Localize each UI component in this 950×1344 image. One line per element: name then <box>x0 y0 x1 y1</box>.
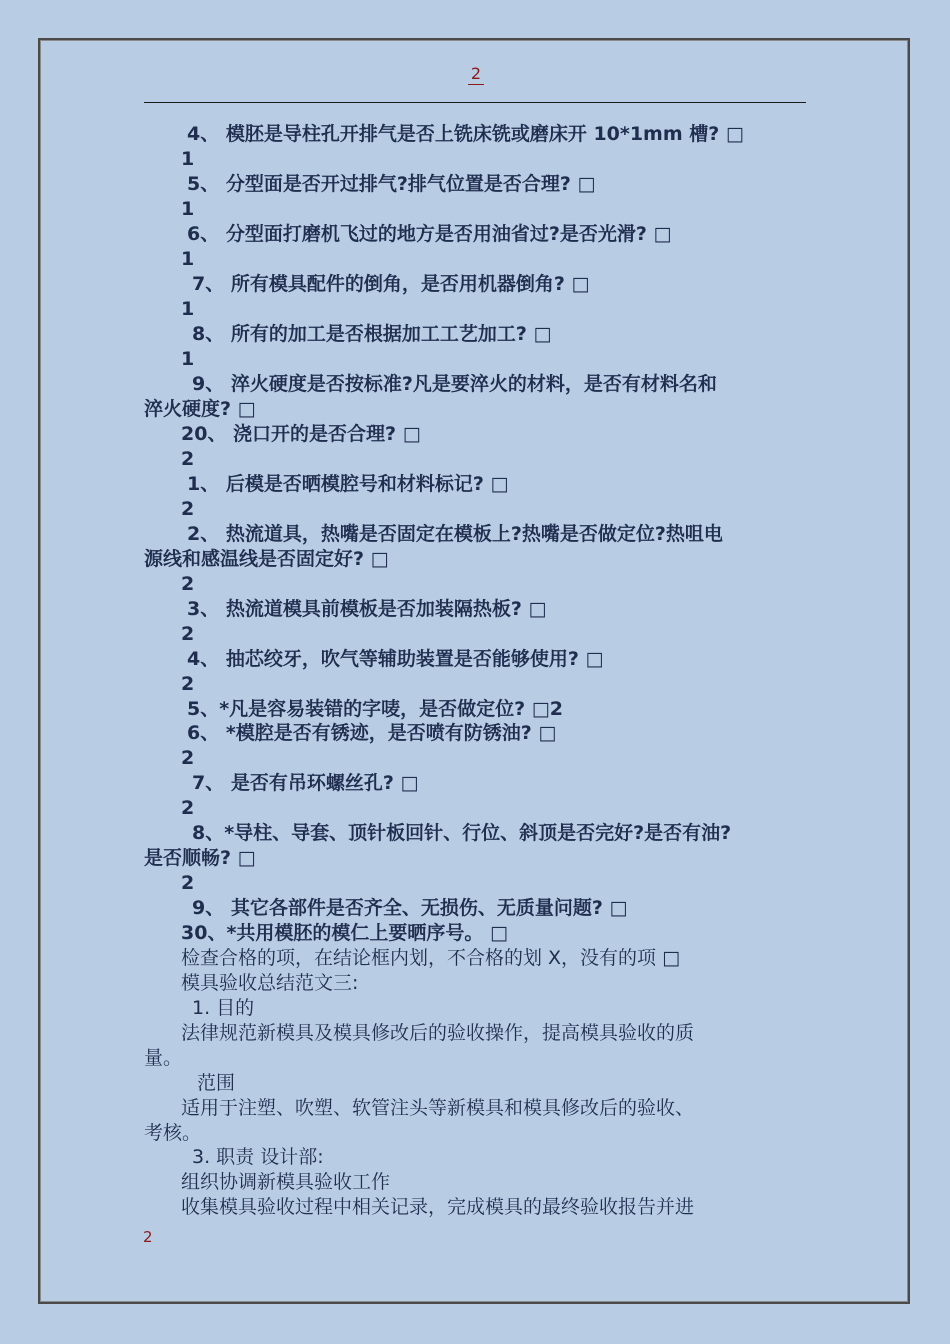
text-line: 淬火硬度? □ <box>144 398 256 420</box>
text-line: 6、 分型面打磨机飞过的地方是否用油省过?是否光滑? □ <box>187 223 672 245</box>
text-line: 源线和感温线是否固定好? □ <box>144 548 389 570</box>
text-line: 模具验收总结范文三: <box>181 972 359 994</box>
header-page-number: 2 <box>468 64 484 85</box>
text-line: 4、 模胚是导柱孔开排气是否上铣床铣或磨床开 10*1mm 槽? □ <box>187 123 744 145</box>
text-line: 9、 其它各部件是否齐全、无损伤、无质量问题? □ <box>192 897 628 919</box>
text-line: 8、 所有的加工是否根据加工工艺加工? □ <box>192 323 552 345</box>
text-line: 20、 浇口开的是否合理? □ <box>181 423 421 445</box>
text-line: 3、 热流道模具前模板是否加装隔热板? □ <box>187 598 547 620</box>
text-line: 法律规范新模具及模具修改后的验收操作，提高模具验收的质 <box>181 1022 695 1044</box>
text-line: 4、 抽芯绞牙，吹气等辅助装置是否能够使用? □ <box>187 648 604 670</box>
text-line: 2 <box>181 623 195 645</box>
text-line: 量。 <box>144 1047 183 1069</box>
text-line: 是否顺畅? □ <box>144 847 256 869</box>
text-line: 组织协调新模具验收工作 <box>181 1171 391 1193</box>
text-line: 1、 后模是否晒模腔号和材料标记? □ <box>187 473 509 495</box>
text-line: 8、*导柱、导套、顶针板回针、行位、斜顶是否完好?是否有油? <box>192 822 732 844</box>
text-line: 2 <box>181 448 195 470</box>
text-line: 2 <box>181 573 195 595</box>
text-line: 7、 所有模具配件的倒角，是否用机器倒角? □ <box>192 273 590 295</box>
text-line: 1 <box>181 298 195 320</box>
text-line: 1 <box>181 248 195 270</box>
text-line: 2 <box>181 747 195 769</box>
text-line: 30、*共用模胚的模仁上要晒序号。 □ <box>181 922 508 944</box>
text-line: 1 <box>181 348 195 370</box>
text-line: 5、*凡是容易装错的字唛，是否做定位? □2 <box>187 698 563 720</box>
text-line: 考核。 <box>144 1122 202 1144</box>
footer-page-number: 2 <box>143 1228 153 1246</box>
text-line: 5、 分型面是否开过排气?排气位置是否合理? □ <box>187 173 596 195</box>
text-line: 2 <box>181 673 195 695</box>
text-line: 2 <box>181 797 195 819</box>
text-line: 1. 目的 <box>192 997 255 1019</box>
text-line: 2 <box>181 872 195 894</box>
text-line: 检查合格的项，在结论框内划，不合格的划 X，没有的项 □ <box>181 947 681 969</box>
text-line: 范围 <box>197 1072 236 1094</box>
text-line: 3. 职责 设计部: <box>192 1146 324 1168</box>
text-line: 1 <box>181 148 195 170</box>
text-line: 适用于注塑、吹塑、软管注头等新模具和模具修改后的验收、 <box>181 1097 695 1119</box>
text-line: 9、 淬火硬度是否按标准?凡是要淬火的材料，是否有材料名和 <box>192 373 717 395</box>
text-line: 2 <box>181 498 195 520</box>
text-line: 1 <box>181 198 195 220</box>
text-line: 7、 是否有吊环螺丝孔? □ <box>192 772 419 794</box>
header-rule <box>144 102 806 103</box>
text-line: 收集模具验收过程中相关记录，完成模具的最终验收报告并进 <box>181 1196 695 1218</box>
text-line: 2、 热流道具，热嘴是否固定在模板上?热嘴是否做定位?热咀电 <box>187 523 723 545</box>
text-line: 6、 *模腔是否有锈迹，是否喷有防锈油? □ <box>187 722 557 744</box>
